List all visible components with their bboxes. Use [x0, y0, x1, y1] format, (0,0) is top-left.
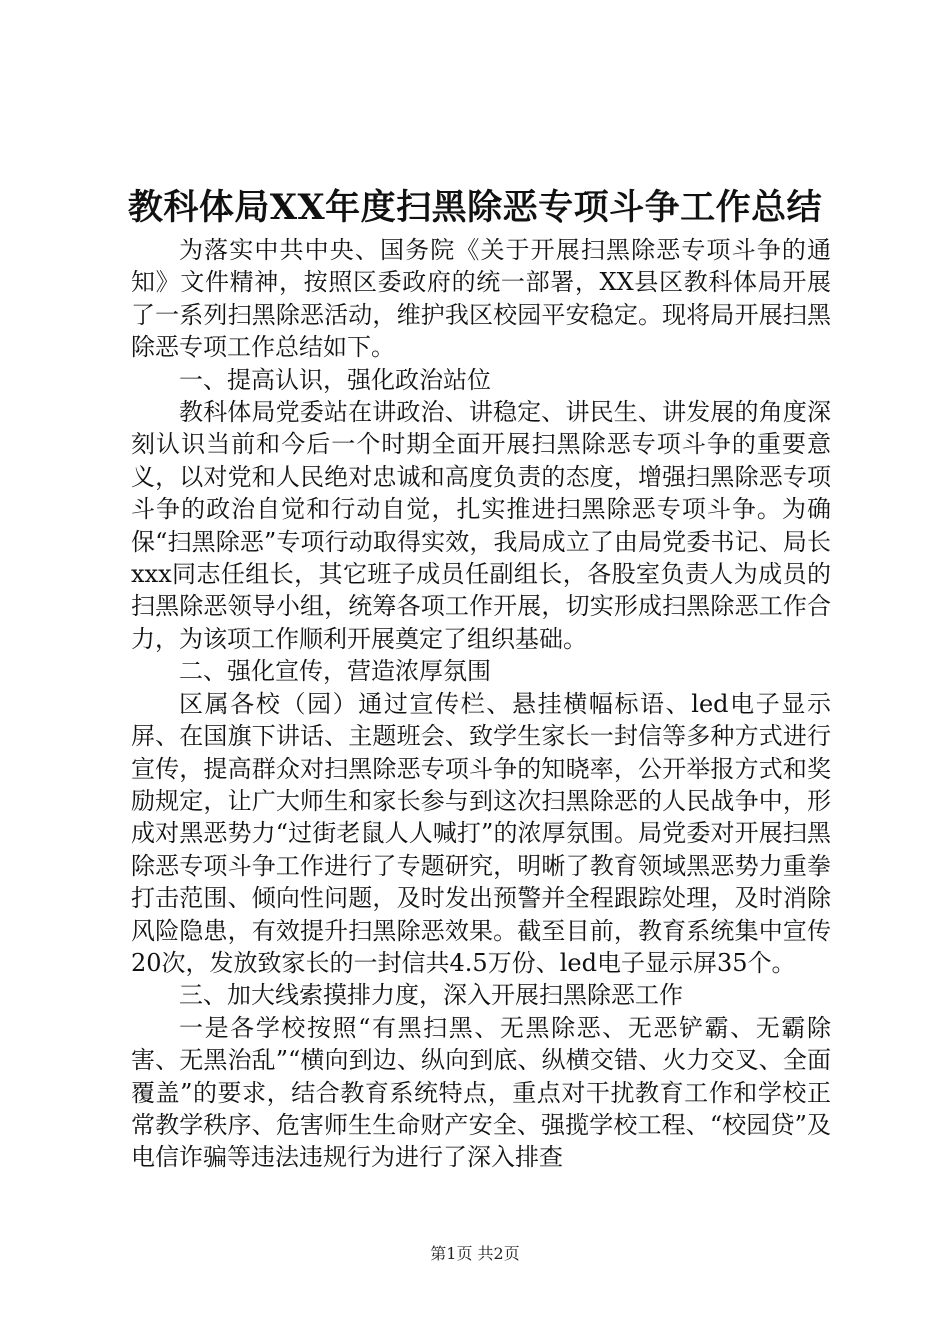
document-body: [131, 234, 831, 1174]
section-3-paragraph: 一是各学校按照“有黑扫黑、无黑除恶、无恶铲霸、无霸除害、无黑治乱”“横向到边、纵向到底、纵横交错、火力交叉、全面覆盖”的要求，结合教育系统特点，重点对干扰教育工作和学校正常教学秩序、危害师生生命财产安全、强揽学校工程、“校园贷”及电信诈骗等违法违规行为进行了深入排查: [131, 1013, 831, 1172]
document-title: 教科体局XX年度扫黑除恶专项斗争工作总结: [127, 187, 823, 228]
page-number-footer: 第1页 共2页: [430, 1244, 520, 1263]
section-1-paragraph: 教科体局党委站在讲政治、讲稳定、讲民生、讲发展的角度深刻认识当前和今后一个时期全面开展扫黑除恶专项斗争的重要意义，以对党和人民绝对忠诚和高度负责的态度，增强扫黑除恶专项斗争的政治自觉和行动自觉，扎实推进扫黑除恶专项斗争。为确保“扫黑除恶”专项行动取得实效，我局成立了由局党委书记、局长xxx同志任组长，其它班子成员任副组长，各股室负责人为成员的扫黑除恶领导小组，统筹各项工作开展，切实形成扫黑除恶工作合力，为该项工作顺利开展奠定了组织基础。: [131, 398, 831, 653]
section-heading-2: 二、强化宣传，营造浓厚氛围: [179, 657, 491, 686]
intro-paragraph: 为落实中共中央、国务院《关于开展扫黑除恶专项斗争的通知》文件精神，按照区委政府的统一部署，XX县区教科体局开展了一系列扫黑除恶活动，维护我区校园平安稳定。现将局开展扫黑除恶专项工作总结如下。: [131, 236, 831, 362]
section-heading-1: 一、提高认识，强化政治站位: [179, 365, 491, 394]
section-2-paragraph: 区属各校（园）通过宣传栏、悬挂横幅标语、led电子显示屏、在国旗下讲话、主题班会、致学生家长一封信等多种方式进行宣传，提高群众对扫黑除恶专项斗争的知晓率，公开举报方式和奖励规定，让广大师生和家长参与到这次扫黑除恶的人民战争中，形成对黑恶势力“过街老鼠人人喊打”的浓厚氛围。局党委对开展扫黑除恶专项斗争工作进行了专题研究，明晰了教育领域黑恶势力重拳打击范围、倾向性问题，及时发出预警并全程跟踪处理，及时消除风险隐患，有效提升扫黑除恶效果。截至目前，教育系统集中宣传20次，发放致家长的一封信共4.5万份、led电子显示屏35个。: [131, 689, 831, 977]
section-heading-3: 三、加大线索摸排力度，深入开展扫黑除恶工作: [179, 981, 683, 1010]
